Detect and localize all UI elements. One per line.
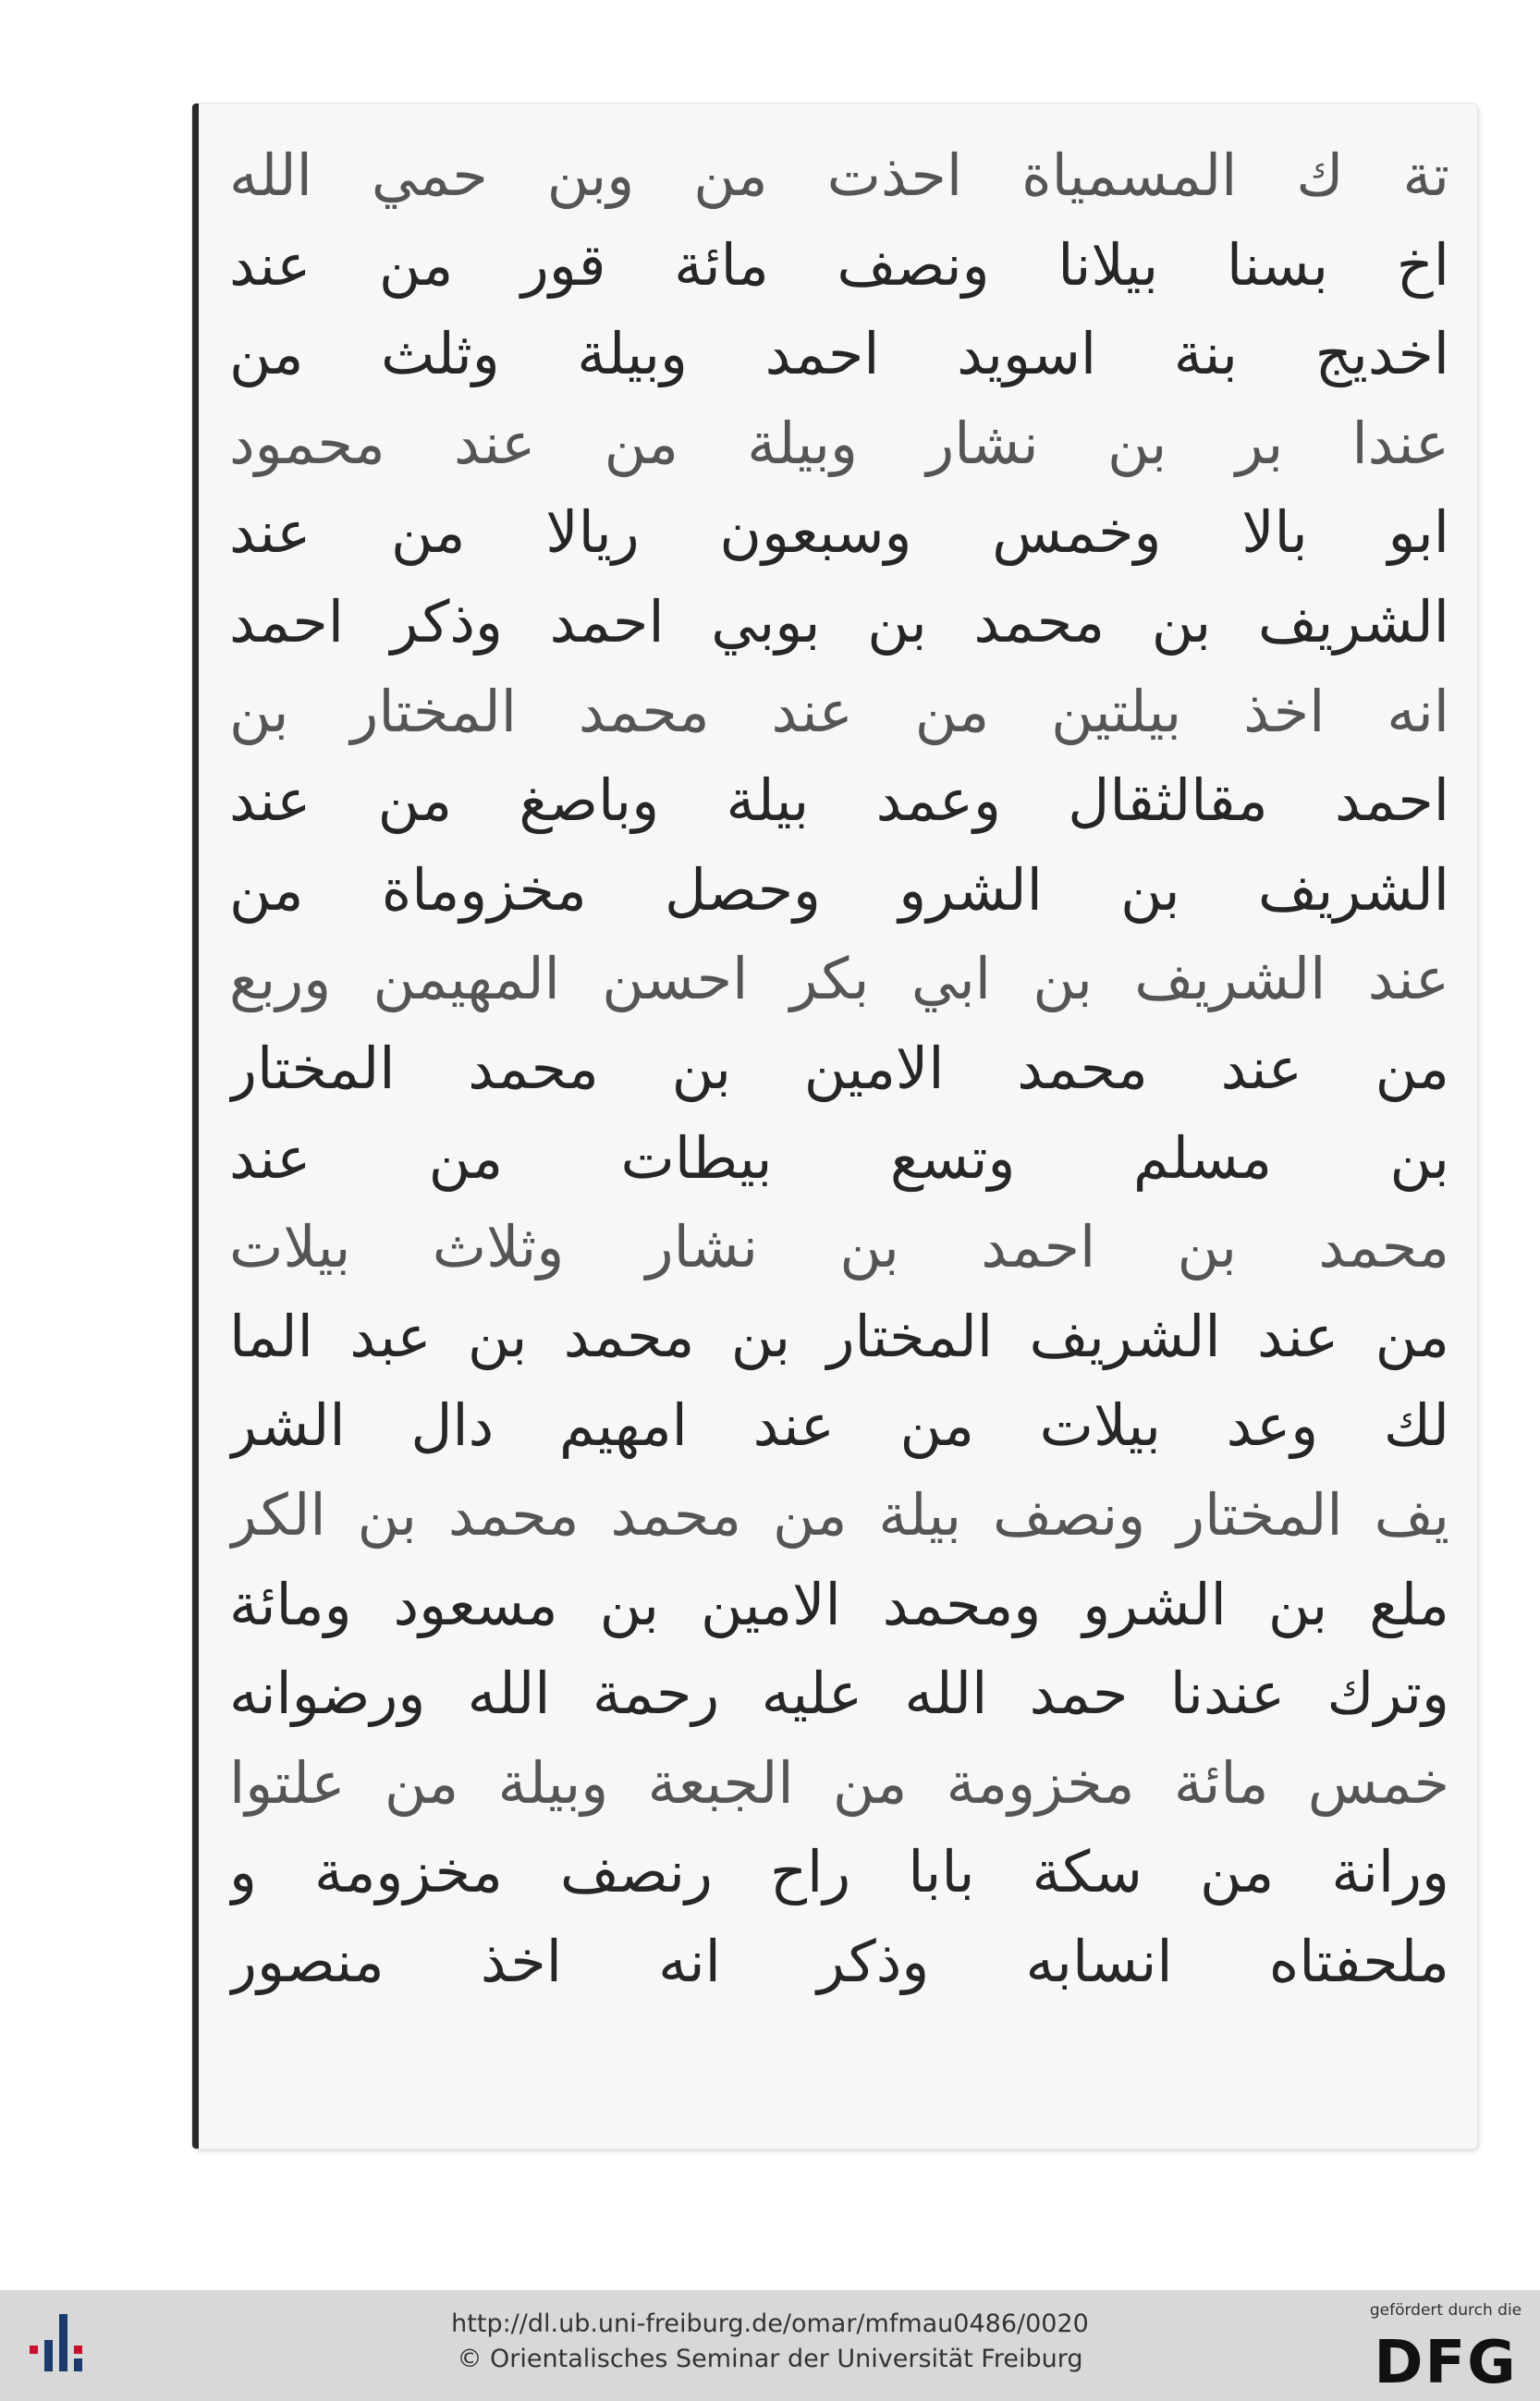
manuscript-line: وترك عندنا حمد الله عليه رحمة الله ورضوانه <box>229 1660 1449 1728</box>
page-binding-edge <box>192 104 199 2149</box>
manuscript-line: الشريف بن محمد بن بوبي احمد وذكر احمد <box>229 587 1449 655</box>
manuscript-line: خمس مائة مخزومة من الجبعة وبيلة من علتوا <box>229 1748 1449 1817</box>
dfg-logo-icon <box>1363 2329 1529 2390</box>
manuscript-line: اخ بسنا بيلانا ونصف مائة قور من عند <box>229 230 1449 299</box>
manuscript-line: بن مسلم وتسع بيطات من عند <box>229 1123 1449 1192</box>
manuscript-line: اخديج بنة اسويد احمد وبيلة وثلث من <box>229 320 1449 388</box>
manuscript-line: محمد بن احمد بن نشار وثلاث بيلات <box>229 1213 1449 1281</box>
manuscript-line: احمد مقالثقال وعمد بيلة وباصغ من عند <box>229 766 1449 835</box>
manuscript-line: عند الشريف بن ابي بكر احسن المهيمن وربع <box>229 945 1449 1013</box>
dfg-logo-text: DFG <box>1374 2329 1518 2390</box>
funded-by-label: gefördert durch die <box>1369 2301 1522 2320</box>
footer-bar <box>0 2290 1540 2401</box>
manuscript-line: تة ك المسمياة احذت من وبن حمي الله <box>229 141 1449 209</box>
manuscript-line: انه اخذ بيلتين من عند محمد المختار بن <box>229 677 1449 745</box>
manuscript-line: لك وعد بيلات من عند امهيم دال الشر <box>229 1391 1449 1460</box>
footer-copyright: © Orientalisches Seminar der Universität Freiburg <box>457 2345 1083 2373</box>
manuscript-page <box>192 104 1477 2149</box>
manuscript-line: ورانة من سكة بابا راح رنصف مخزومة و <box>229 1838 1449 1906</box>
manuscript-line: ملحفتاه انسابه وذكر انه اخذ منصور <box>229 1927 1449 1995</box>
manuscript-line: ابو بالا وخمس وسبعون ريالا من عند <box>229 498 1449 567</box>
manuscript-line: الشريف بن الشرو وحصل مخزوماة من <box>229 855 1449 924</box>
footer-url[interactable]: http://dl.ub.uni-freiburg.de/omar/mfmau0486/0020 <box>451 2309 1089 2338</box>
manuscript-text <box>229 131 1449 2121</box>
manuscript-line: من عند الشريف المختار بن محمد بن عبد الما <box>229 1302 1449 1370</box>
manuscript-line: يف المختار ونصف بيلة من محمد محمد بن الكر <box>229 1480 1449 1549</box>
manuscript-line: ملع بن الشرو ومحمد الامين بن مسعود ومائة <box>229 1570 1449 1638</box>
manuscript-line: عندا بر بن نشار وبيلة من عند محمود <box>229 409 1449 477</box>
footer-credits <box>0 2307 1540 2377</box>
manuscript-line: من عند محمد الامين بن محمد المختار <box>229 1034 1449 1102</box>
